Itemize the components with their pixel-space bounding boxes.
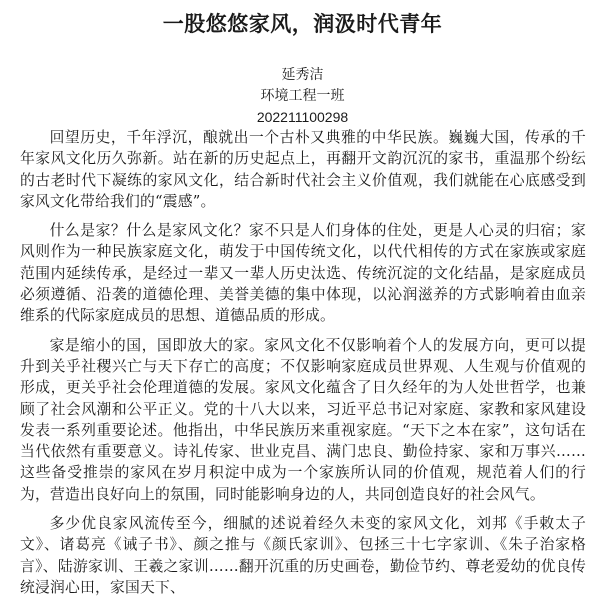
document-title: 一股悠悠家风，润汲时代青年: [162, 11, 443, 36]
paragraph-traditions: 多少优良家风流传至今，细腻的述说着经久未变的家风文化，刘邦《手敕太子文》、诸葛亮《诫子书》、颜之推与《颜氏家训》、包拯三十七字家训、《朱子治家格言》、陆游家训、王羲之家训……翻开沉重的历史画卷，勤俭节约、尊老爱幼的优良传统浸润心田，家国天下、: [20, 515, 586, 596]
department-name: 环境工程一班: [260, 88, 345, 104]
student-id: 202211100298: [256, 109, 349, 125]
paragraph-definition: 什么是家？什么是家风文化？家不只是人们身体的住处，更是人心灵的归宿；家风则作为一种民族家庭文化，萌发于中国传统文化，以代代相传的方式在家族或家庭范围内延续传承，是经过一辈又一辈人历史汰选、传统沉淀的文化结晶，是家庭成员必须遵循、沿袭的道德伦理、美誉美德的集中体现，以沁润滋养的方式影响着由血亲维系的代际家庭成员的思想、道德品质的形成。: [20, 222, 586, 325]
document-body: [20, 127, 586, 598]
paragraph-family-nation: 家是缩小的国，国即放大的家。家风文化不仅影响着个人的发展方向，更可以提升到关乎社稷兴亡与天下存亡的高度；不仅影响家庭成员世界观、人生观与价值观的形成，更关乎社会伦理道德的发展。家风文化蕴含了日久经年的为人处世哲学，也兼顾了社会风潮和公平正义。党的十八大以来，习近平总书记对家庭、家教和家风建设发表一系列重要论述。他指出，中华民族历来重视家庭。“天下之本在家”，这句话在当代依然有重要意义。诗礼传家、世业克昌、满门忠良、勤俭持家、家和万事兴……这些备受推崇的家风在岁月积淀中成为一个家族所认同的价值观，规范着人们的行为，营造出良好向上的氛围，同时能影响身边的人，共同创造良好的社会风气。: [20, 336, 586, 503]
paragraph-intro: 回望历史，千年浮沉，酿就出一个古朴又典雅的中华民族。巍巍大国，传承的千年家风文化历久弥新。站在新的历史起点上，再翻开文韵沉沉的家书，重温那个纷纭的古老时代下凝练的家风文化，结合新时代社会主义价值观，我们就能在心底感受到家风文化带给我们的“震感”。: [20, 129, 586, 210]
author-name: 延秀洁: [281, 67, 324, 83]
